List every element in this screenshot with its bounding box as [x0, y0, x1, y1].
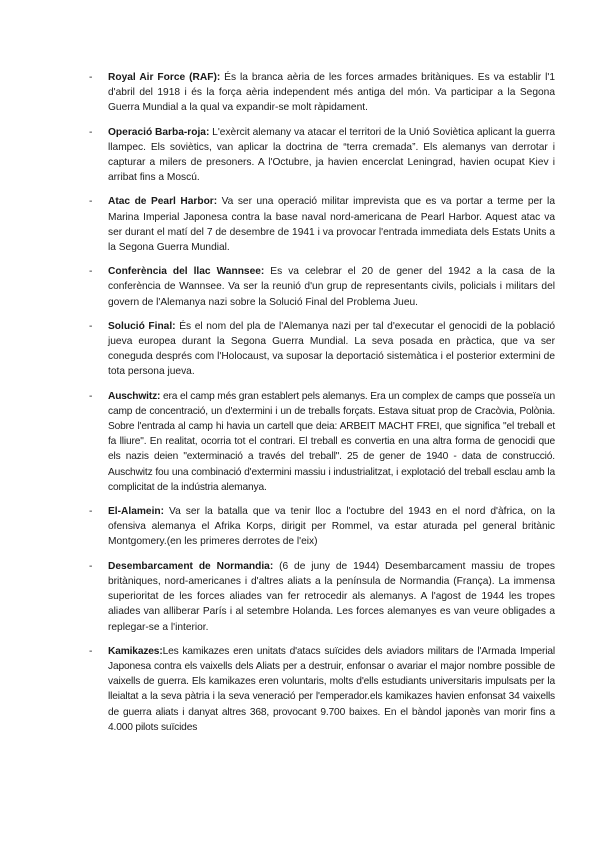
entry-term: Royal Air Force (RAF): — [108, 72, 221, 83]
entry-text: (6 de juny de 1944) Desembarcament massiu de tropes britàniques, nord-americanes i d'altres aliats a la península de Normandia (França). La immensa superioritat de les forces aliades van fer retrocedir als alemanys. A l'agost de 1944 les tropes aliades van alliberar París i al setembre Holanda. Les forces alemanyes es van veure obligades a replegar-se a l'interior. — [108, 560, 555, 633]
entry-text: L'exèrcit alemany va atacar el territori de la Unió Soviètica aplicant la guerra llampec. Els soviètics, van aplicar la doctrina de “terra cremada”. Els alemanys van derrotar i capturar a milers de presoners. A l'Octubre, ja havien encerclat Leningrad, havien ocupat Kiev i arribat fins a Moscú. — [108, 126, 556, 184]
bullet-dash: - — [89, 390, 93, 402]
entry-term: Operació Barba-roja: — [108, 126, 210, 138]
entry-term: El-Alamein: — [108, 506, 165, 518]
entry-text: Va ser la batalla que va tenir lloc a l'octubre del 1943 en el nord d'àfrica, on la ofensiva alemanya el Afrika Korps, dirigit per Rommel, va estar aturada pel general britànic Montgomery.(en les primeres derrotes de l'eix) — [108, 506, 555, 548]
glossary-list — [0, 70, 600, 744]
list-item — [0, 389, 600, 495]
entry-term: Auschwitz: — [108, 390, 161, 402]
entry-text: És la branca aèria de les forces armades britàniques. Es va establir l'1 d'abril del 1918 i és la força aèria independent més antiga del món. Va participar a la Segona Guerra Mundial a la qual va expandir-se molt ràpidament. — [108, 72, 555, 114]
entry-term: Desembarcament de Normandia: — [108, 560, 274, 572]
list-item — [0, 70, 600, 116]
list-item — [0, 504, 600, 550]
list-item — [0, 264, 600, 310]
bullet-dash: - — [89, 72, 93, 83]
entry-term: Solució Final: — [108, 320, 176, 332]
bullet-dash: - — [89, 560, 93, 572]
bullet-dash: - — [89, 126, 93, 138]
entry-term: Conferència del llac Wannsee: — [108, 266, 265, 278]
list-item — [0, 194, 600, 255]
bullet-dash: - — [89, 506, 93, 518]
entry-text: Va ser una operació militar imprevista que es va portar a terme per la Marina Imperial Japonesa contra la base naval nord-americana de Pearl Harbor. Aquest atac va ser durant el matí del 7 de desembre de 1941 i va provocar l'entrada immediata dels Estats Units a la Segona Guerra Mundial. — [108, 196, 555, 254]
bullet-dash: - — [89, 196, 93, 208]
entry-term: Kamikazes: — [108, 645, 163, 657]
entry-text: És el nom del pla de l'Alemanya nazi per tal d'executar el genocidi de la població jueva europea durant la Segona Guerra Mundial. La seva posada en pràctica, que va ser coneguda després com l'Holocaust, va suposar la deportació sistemàtica i el posterior extermini de tota persona jueva. — [108, 320, 555, 378]
bullet-dash: - — [89, 320, 93, 332]
bullet-dash: - — [89, 266, 93, 278]
entry-text: Es va celebrar el 20 de gener del 1942 a la casa de la conferència de Wannsee. Va ser la reunió d'un grup de representants civils, policials i militars del govern de l'Alemanya nazi sobre la Solució Final del Problema Jueu. — [108, 266, 555, 308]
list-item — [0, 559, 600, 635]
list-item — [0, 125, 600, 186]
entry-text: era el camp més gran establert pels alemanys. Era un complex de camps que posseïa un camp de concentració, un d'extermini i un de treballs forçats. Estava situat prop de Cracòvia, Polònia. Sobre l'entrada al camp hi havia un cartell que deia: ARBEIT MACHT FREI, que significa "el treball et fa lliure". En realitat, ocorria tot el contrari. El treball es convertia en una altra forma de genocidi que els nazis deien "exterminació a través del treball". 25 de gener de 1940 - data de construcció. Auschwitz fou una combinació d'extermini massiu i industrialitzat, i explotació del treball esclau amb la complicitat de la indústria alemanya. — [108, 390, 555, 493]
bullet-dash: - — [89, 645, 93, 657]
list-item — [0, 319, 600, 380]
entry-term: Atac de Pearl Harbor: — [108, 196, 218, 208]
list-item — [0, 644, 600, 735]
entry-text: Les kamikazes eren unitats d'atacs suïcides dels aviadors militars de l'Armada Imperial Japonesa contra els vaixells dels Aliats per a destruir, enfonsar o avariar el major nombre possible de vaixells de guerra. Els kamikazes eren voluntaris, molts d'ells estudiants universitaris impulsats per la lleialtat a la seva pàtria i la seva veneració per l'emperador.els kamikazes havien enfonsat 34 vaixells de guerra aliats i danyat altres 368, provocant 9.700 baixes. En el bàndol japonès van morir fins a 4.000 pilots suïcides — [108, 645, 555, 733]
